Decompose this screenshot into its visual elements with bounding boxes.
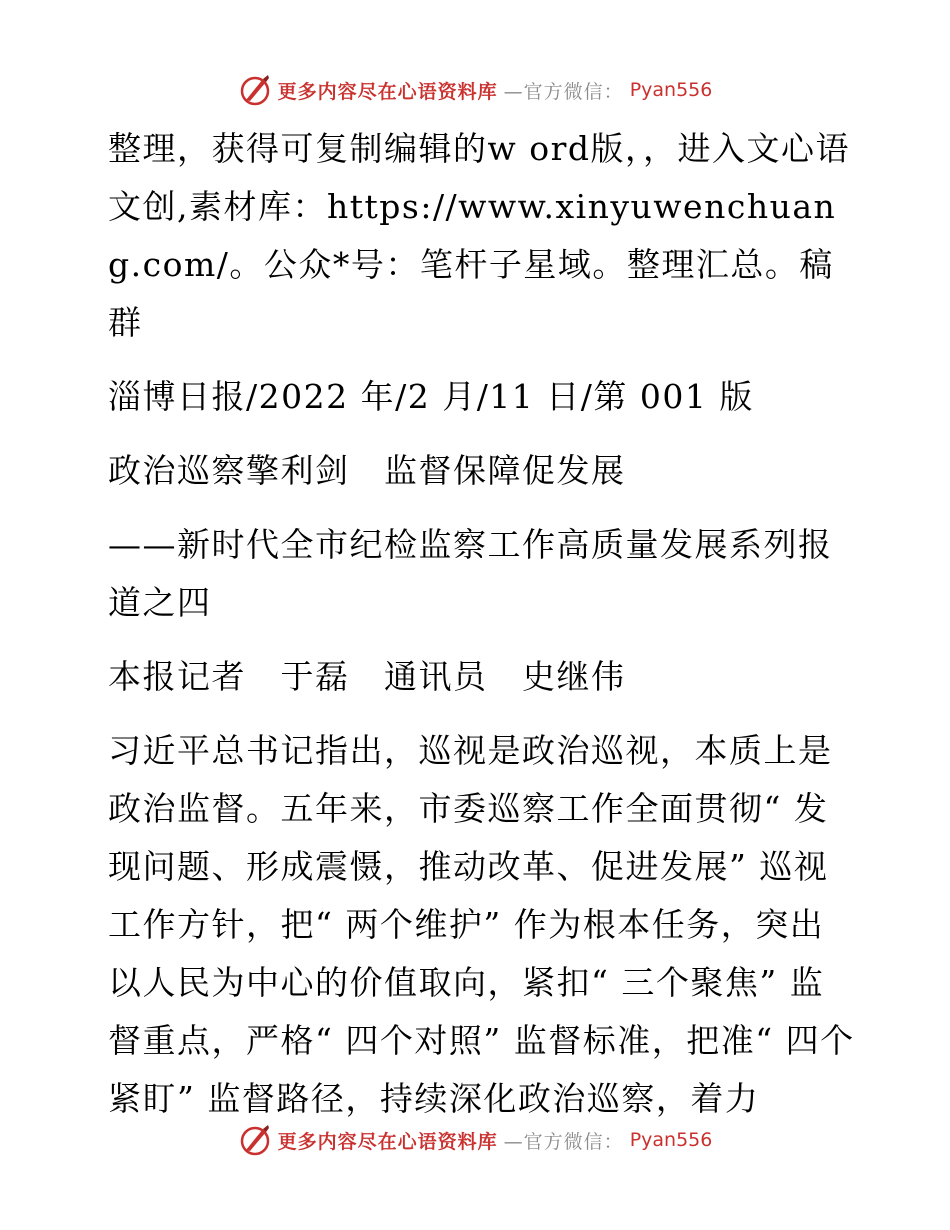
banner-content (238, 1123, 713, 1157)
article-title: 政治巡察擎利剑 监督保障促发展 (108, 451, 626, 490)
header-watermark-banner (0, 70, 950, 110)
quill-pen-logo-icon (238, 1123, 272, 1157)
intro-paragraph: 整理，获得可复制编辑的w ord版，，进入文心语文创,素材库：https://www.xinyuwenchuang.com/。公众*号：笔杆子星域。整理汇总。稿群 (108, 129, 851, 342)
banner-wechat-id: Pyan556 (629, 1129, 713, 1151)
banner-wechat-label: —官方微信： (503, 1130, 624, 1153)
banner-slogan: 更多内容尽在心语资料库 (277, 1130, 498, 1153)
document-body (98, 120, 858, 1128)
banner-wechat-label: —官方微信： (503, 80, 624, 103)
quill-pen-logo-icon (238, 73, 272, 107)
article-subtitle: ——新时代全市纪检监察工作高质量发展系列报道之四 (108, 525, 833, 622)
footer-watermark-banner (0, 1120, 950, 1160)
banner-slogan: 更多内容尽在心语资料库 (277, 80, 498, 103)
source-line: 淄博日报/2022 年/2 月/11 日/第 001 版 (108, 377, 754, 416)
banner-wechat-id: Pyan556 (629, 79, 713, 101)
article-byline: 本报记者 于磊 通讯员 史继伟 (108, 657, 626, 696)
article-body-paragraph: 习近平总书记指出，巡视是政治巡视，本质上是政治监督。五年来，市委巡察工作全面贯彻“ 发现问题、形成震慑，推动改革、促进发展” 巡视工作方针，把“ 两个维护” 作为根本任务，突出以人民为中心的价值取向，紧扣“ 三个聚焦” 监督重点，严格“ 四个对照” 监督标准，把准“ 四个紧盯” 监督路径，持续深化政治巡察，着力 (108, 731, 855, 1118)
banner-content (238, 73, 713, 107)
